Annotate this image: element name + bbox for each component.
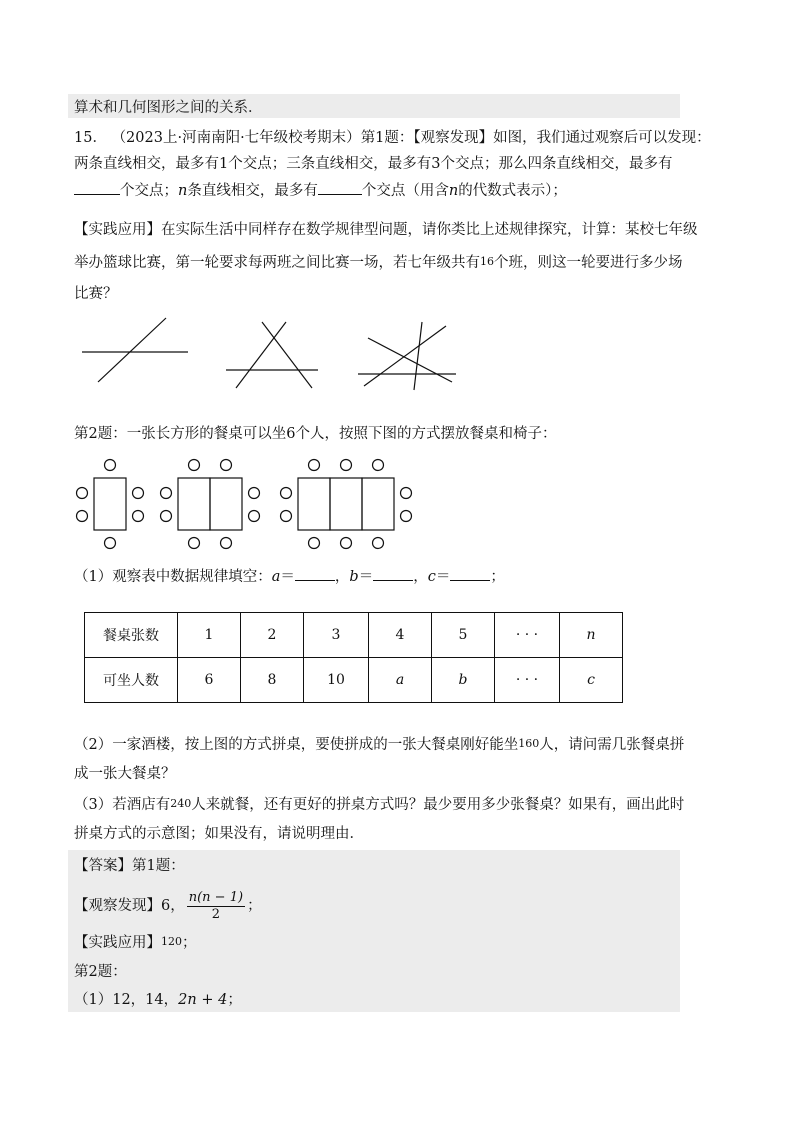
chair xyxy=(373,538,384,549)
chair xyxy=(281,511,292,522)
eq: ＝ xyxy=(435,569,451,585)
chair xyxy=(105,538,116,549)
arrangement2-table xyxy=(178,478,210,530)
line5-text-b: 个班，则这一轮要进行多少场 xyxy=(494,255,683,271)
table-cell: n xyxy=(560,613,623,658)
fig2-line-3 xyxy=(262,322,312,388)
table-row-seats xyxy=(85,658,623,703)
chair xyxy=(133,488,144,499)
semicolon: ； xyxy=(227,992,242,1008)
table-cell: 4 xyxy=(369,613,432,658)
fig2-line-2 xyxy=(236,322,286,388)
fig3-line-3 xyxy=(368,338,452,382)
sub2-text-b: 人，请问需几张餐桌拼 xyxy=(539,737,685,753)
sub3-text-b: 人来就餐，还有更好的拼桌方式吗？最少要用多少张餐桌？如果有，画出此时 xyxy=(191,797,685,813)
answer-sub1 xyxy=(74,990,242,1010)
apply-tag: 【实践应用】 xyxy=(74,222,161,238)
answer-fraction xyxy=(187,890,245,923)
arrangement2-table xyxy=(210,478,242,530)
seat-count-160: 160 xyxy=(518,737,540,750)
answer-apply xyxy=(74,932,197,953)
table-cell: 3 xyxy=(304,613,369,658)
chair xyxy=(133,511,144,522)
answer-sub1-label: （1） xyxy=(74,992,113,1008)
table-row-tables xyxy=(85,613,623,658)
chair xyxy=(401,511,412,522)
var-a: a xyxy=(271,569,281,585)
comma: ， xyxy=(413,569,428,585)
question-source: （2023上·河南南阳·七年级校考期末） xyxy=(111,130,361,146)
fraction-denominator: 2 xyxy=(211,906,221,922)
answer-part2: 第2题： xyxy=(74,964,127,980)
class-count: 16 xyxy=(480,255,494,268)
sub2-text-a: （2）一家酒楼，按上图的方式拼桌，要使拼成的一张大餐桌刚好能坐 xyxy=(74,737,519,753)
semicolon: ； xyxy=(182,935,197,951)
chair xyxy=(401,488,412,499)
chair xyxy=(221,538,232,549)
data-table xyxy=(84,612,623,703)
line5-text-a: 举办篮球比赛，第一轮要求每两班之间比赛一场，若七年级共有 xyxy=(74,255,480,271)
sub3-text-a: （3）若酒店有 xyxy=(74,797,171,813)
chair xyxy=(309,538,320,549)
chair xyxy=(281,488,292,499)
comma: ， xyxy=(334,569,350,585)
fraction-numerator: n(n − 1) xyxy=(188,889,244,905)
answer-observe-tag: 【观察发现】 xyxy=(74,898,161,914)
line3-text-b: 条直线相交，最多有 xyxy=(187,183,318,199)
line3-text-a: 个交点； xyxy=(120,183,178,199)
question-header xyxy=(74,128,711,148)
chair xyxy=(105,460,116,471)
sub1-text: （1）观察表中数据规律填空： xyxy=(74,569,272,585)
blank-c[interactable] xyxy=(450,566,490,581)
blank-b[interactable] xyxy=(373,566,413,581)
table-cell: 10 xyxy=(304,658,369,703)
table-cell: c xyxy=(560,658,623,703)
chair xyxy=(189,460,200,471)
answer-apply-value: 120 xyxy=(161,935,182,948)
question-line5 xyxy=(74,252,683,273)
chair xyxy=(77,511,88,522)
answer-sub1-expression: 2n + 4 xyxy=(178,992,228,1008)
line3-text-c: 个交点（用含 xyxy=(361,183,449,199)
semicolon: ； xyxy=(247,898,262,914)
answer-blank-1[interactable] xyxy=(74,180,120,195)
answer-observe-value: 6， xyxy=(161,898,185,914)
chair xyxy=(77,488,88,499)
table-cell: b xyxy=(432,658,495,703)
chair xyxy=(161,511,172,522)
answer-blank-2[interactable] xyxy=(318,180,362,195)
answer-tag: 【答案】 xyxy=(74,858,132,874)
chair xyxy=(341,460,352,471)
sub2-line1 xyxy=(74,734,684,755)
eq: ＝ xyxy=(358,569,374,585)
arrangement1-table xyxy=(94,478,126,530)
var-n: n xyxy=(178,183,188,199)
chair xyxy=(249,488,260,499)
table-cell: 2 xyxy=(241,613,304,658)
chair xyxy=(249,511,260,522)
var-b: b xyxy=(349,569,359,585)
chair xyxy=(341,538,352,549)
fig3-line-2 xyxy=(364,326,446,386)
arrangement3-table xyxy=(362,478,394,530)
sub1-line xyxy=(74,566,505,587)
row-header: 可坐人数 xyxy=(85,658,178,703)
sub3-line1 xyxy=(74,794,684,815)
question-line1-rest: 如图，我们通过观察后可以发现： xyxy=(493,130,711,146)
table-cell: a xyxy=(369,658,432,703)
var-c: c xyxy=(427,569,436,585)
observe-tag: 【观察发现】 xyxy=(413,130,494,146)
seat-count-240: 240 xyxy=(170,797,192,810)
table-cell: 6 xyxy=(178,658,241,703)
table-cell: · · · xyxy=(495,658,560,703)
question-line6: 比赛？ xyxy=(74,286,118,302)
chair xyxy=(161,488,172,499)
fig1-line-2 xyxy=(98,318,166,382)
part1-title: 第1题： xyxy=(360,130,414,146)
table-arrangement-figure xyxy=(70,452,420,556)
chair xyxy=(373,460,384,471)
eq: ＝ xyxy=(280,569,295,585)
sub2-line2: 成一张大餐桌？ xyxy=(74,766,176,782)
intersecting-lines-figure xyxy=(70,312,470,392)
blank-a[interactable] xyxy=(295,566,335,581)
arrangement3-table xyxy=(330,478,362,530)
answer-observe xyxy=(74,888,262,924)
arrangement3-table xyxy=(298,478,330,530)
fig3-line-4 xyxy=(414,322,422,390)
table-cell: 8 xyxy=(241,658,304,703)
var-n-2: n xyxy=(448,183,459,199)
sub3-line2: 拼桌方式的示意图；如果没有，请说明理由． xyxy=(74,826,364,842)
line4-rest: 在实际生活中同样存在数学规律型问题，请你类比上述规律探究，计算：某校七年级 xyxy=(161,222,698,238)
chair xyxy=(221,460,232,471)
intro-tail: 算术和几何图形之间的关系． xyxy=(74,100,263,116)
answer-apply-tag: 【实践应用】 xyxy=(74,935,161,951)
table-cell: 1 xyxy=(178,613,241,658)
question-line3 xyxy=(74,180,567,201)
line3-text-d: 的代数式表示）； xyxy=(458,183,567,199)
semicolon: ； xyxy=(490,569,505,585)
answer-part1: 第1题： xyxy=(132,858,185,874)
table-cell: 5 xyxy=(432,613,495,658)
part2-text: 第2题：一张长方形的餐桌可以坐6个人，按照下图的方式摆放餐桌和椅子： xyxy=(74,426,557,442)
answer-sub1-values: 12，14， xyxy=(112,992,179,1008)
answer-header xyxy=(74,856,185,876)
question-line4 xyxy=(74,220,698,240)
question-number: 15． xyxy=(74,130,107,146)
chair xyxy=(189,538,200,549)
question-line2: 两条直线相交，最多有1个交点；三条直线相交，最多有3个交点；那么四条直线相交，最多有 xyxy=(74,156,673,172)
row-header: 餐桌张数 xyxy=(85,613,178,658)
table-cell: · · · xyxy=(495,613,560,658)
chair xyxy=(309,460,320,471)
